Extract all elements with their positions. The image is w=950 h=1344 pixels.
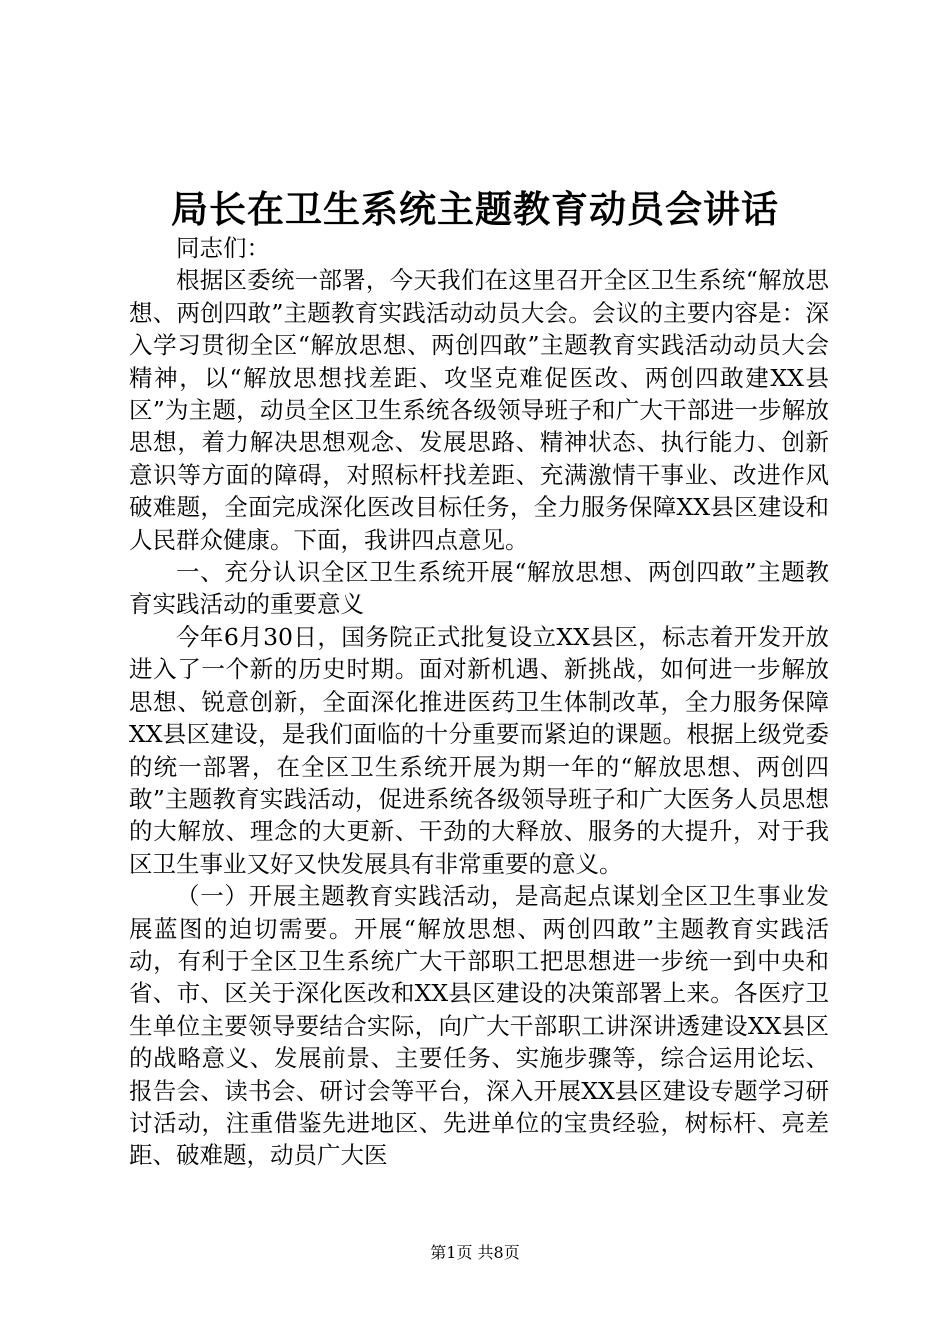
subsection-paragraph-1: （一）开展主题教育实践活动，是高起点谋划全区卫生事业发展蓝图的迫切需要。开展“解放思想、两创四敢”主题教育实践活动，有利于全区卫生系统广大干部职工把思想进一步统一到中央和省、市、区关于深化医改和XX县区建设的决策部署上来。各医疗卫生单位主要领导要结合实际，向广大干部职工讲深讲透建设XX县区的战略意义、发展前景、主要任务、实施步骤等，综合运用论坛、报告会、读书会、研讨会等平台，深入开展XX县区建设专题学习研讨活动，注重借鉴先进地区、先进单位的宝贵经验，树标杆、亮差距、破难题，动员广大医 [129, 882, 829, 1170]
salutation-paragraph: 同志们： [176, 234, 270, 262]
intro-paragraph: 根据区委统一部署，今天我们在这里召开全区卫生系统“解放思想、两创四敢”主题教育实践活动动员大会。会议的主要内容是：深入学习贯彻全区“解放思想、两创四敢”主题教育实践活动动员大会精神，以“解放思想找差距、攻坚克难促医改、两创四敢建XX县区”为主题，动员全区卫生系统各级领导班子和广大干部进一步解放思想，着力解决思想观念、发展思路、精神状态、执行能力、创新意识等方面的障碍，对照标杆找差距、充满激情干事业、改进作风破难题，全面完成深化医改目标任务，全力服务保障XX县区建设和人民群众健康。下面，我讲四点意见。 [129, 266, 829, 554]
document-body [129, 232, 829, 1172]
section-heading-1: 一、充分认识全区卫生系统开展“解放思想、两创四敢”主题教育实践活动的重要意义 [129, 558, 829, 619]
document-title: 局长在卫生系统主题教育动员会讲话 [171, 187, 779, 231]
page-number-footer: 第1页 共8页 [430, 1243, 520, 1262]
body-paragraph: 今年6月30日，国务院正式批复设立XX县区，标志着开发开放进入了一个新的历史时期。面对新机遇、新挑战，如何进一步解放思想、锐意创新，全面深化推进医药卫生体制改革，全力服务保障XX县区建设，是我们面临的十分重要而紧迫的课题。根据上级党委的统一部署，在全区卫生系统开展为期一年的“解放思想、两创四敢”主题教育实践活动，促进系统各级领导班子和广大医务人员思想的大解放、理念的大更新、干劲的大释放、服务的大提升，对于我区卫生事业又好又快发展具有非常重要的意义。 [129, 622, 829, 878]
